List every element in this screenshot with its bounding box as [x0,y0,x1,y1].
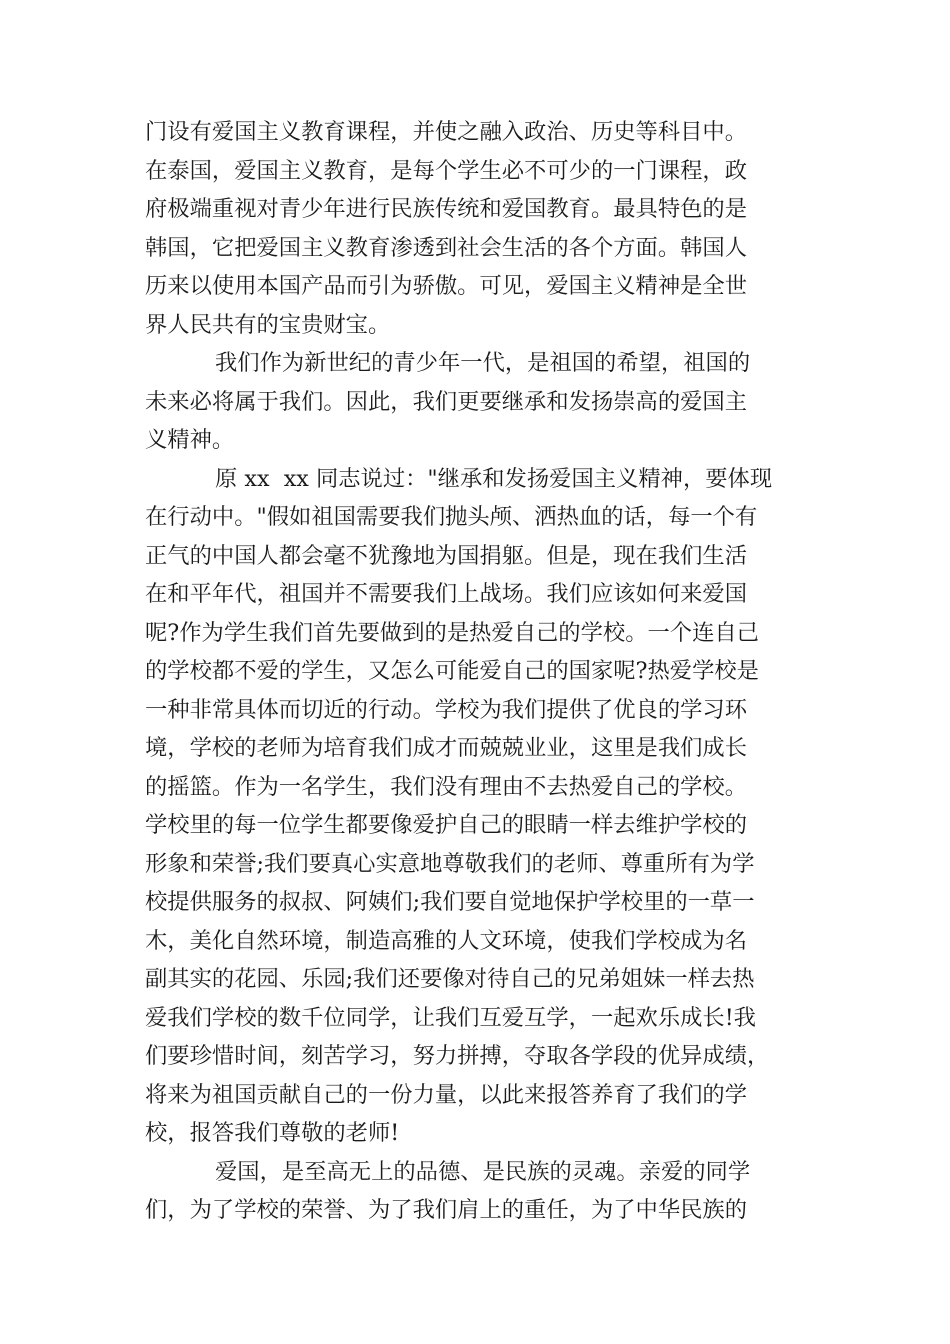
text-line: 学校里的每一位学生都要像爱护自己的眼睛一样去维护学校的 [145,812,748,838]
paragraph-first-line: 原 xx xx 同志说过："继承和发扬爱国主义精神，要体现 [215,465,773,492]
text-line: 校提供服务的叔叔、阿姨们;我们要自觉地保护学校里的一草一 [145,889,755,915]
text-line: 在行动中。"假如祖国需要我们抛头颅、洒热血的话，每一个有 [145,504,758,530]
document-body [145,113,813,1230]
text-line: 木，美化自然环境，制造高雅的人文环境，使我们学校成为名 [145,927,748,954]
text-line: 一种非常具体而切近的行动。学校为我们提供了优良的学习环 [145,696,748,723]
text-line: 的摇篮。作为一名学生，我们没有理由不去热爱自己的学校。 [145,773,748,800]
text-line: 府极端重视对青少年进行民族传统和爱国教育。最具特色的是 [145,196,748,222]
text-line: 历来以使用本国产品而引为骄傲。可见，爱国主义精神是全世 [145,273,748,299]
text-line: 在泰国，爱国主义教育，是每个学生必不可少的一门课程，政 [145,157,748,184]
text-line: 义精神。 [145,427,235,453]
text-line: 爱我们学校的数千位同学，让我们互爱互学，一起欢乐成长!我 [145,1004,756,1031]
text-line: 副其实的花园、乐园;我们还要像对待自己的兄弟姐妹一样去热 [145,966,755,992]
text-line: 们，为了学校的荣誉、为了我们肩上的重任，为了中华民族的 [145,1197,748,1223]
text-line: 在和平年代，祖国并不需要我们上战场。我们应该如何来爱国 [145,581,748,607]
text-line: 们要珍惜时间，刻苦学习，努力拼搏，夺取各学段的优异成绩， [145,1043,770,1069]
text-line: 形象和荣誉;我们要真心实意地尊敬我们的老师、尊重所有为学 [145,850,755,877]
text-line: 校，报答我们尊敬的老师! [145,1120,400,1146]
paragraph-first-line: 我们作为新世纪的青少年一代，是祖国的希望，祖国的 [215,350,751,376]
text-line: 韩国，它把爱国主义教育渗透到社会生活的各个方面。韩国人 [145,234,748,261]
text-line: 将来为祖国贡献自己的一份力量，以此来报答养育了我们的学 [145,1081,748,1108]
text-line: 界人民共有的宝贵财宝。 [145,311,391,338]
text-line: 的学校都不爱的学生，又怎么可能爱自己的国家呢?热爱学校是 [145,658,759,684]
paragraph-first-line: 爱国，是至高无上的品德、是民族的灵魂。亲爱的同学 [215,1158,751,1185]
text-line: 门设有爱国主义教育课程，并使之融入政治、历史等科目中。 [145,119,748,145]
text-line: 呢?作为学生我们首先要做到的是热爱自己的学校。一个连自己 [145,619,759,646]
text-line: 未来必将属于我们。因此，我们更要继承和发扬崇高的爱国主 [145,388,748,415]
text-line: 境，学校的老师为培育我们成才而兢兢业业，这里是我们成长 [145,735,748,761]
text-line: 正气的中国人都会毫不犹豫地为国捐躯。但是，现在我们生活 [145,542,748,569]
